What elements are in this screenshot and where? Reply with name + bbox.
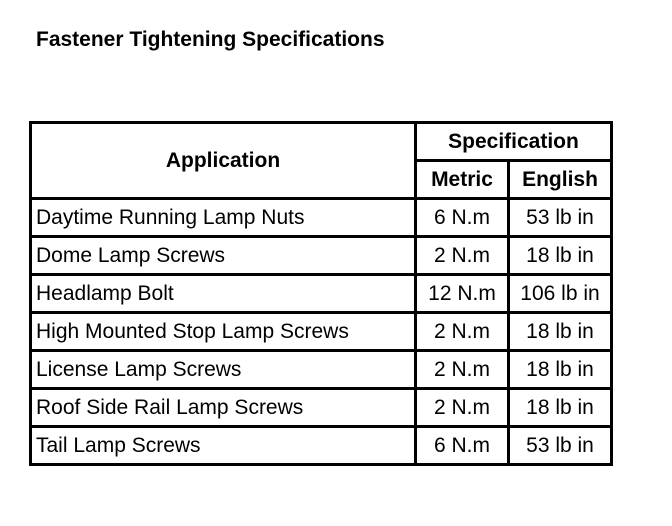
application-cell: High Mounted Stop Lamp Screws [31, 313, 416, 351]
metric-value-cell: 2 N.m [416, 389, 509, 427]
english-value-cell: 18 lb in [509, 389, 612, 427]
english-value-cell: 53 lb in [509, 199, 612, 237]
metric-column-header: Metric [416, 161, 509, 199]
english-value-cell: 106 lb in [509, 275, 612, 313]
specification-column-header: Specification [416, 123, 612, 161]
table-row [31, 313, 612, 351]
document-title: Fastener Tightening Specifications [36, 28, 385, 51]
fastener-spec-table [29, 121, 613, 466]
table-row [31, 427, 612, 465]
table-row [31, 199, 612, 237]
application-cell: Tail Lamp Screws [31, 427, 416, 465]
table-row [31, 275, 612, 313]
english-value-cell: 18 lb in [509, 351, 612, 389]
metric-value-cell: 2 N.m [416, 237, 509, 275]
metric-value-cell: 2 N.m [416, 313, 509, 351]
metric-value-cell: 6 N.m [416, 427, 509, 465]
english-value-cell: 18 lb in [509, 237, 612, 275]
english-value-cell: 53 lb in [509, 427, 612, 465]
table-row [31, 389, 612, 427]
table-row [31, 237, 612, 275]
application-cell: Daytime Running Lamp Nuts [31, 199, 416, 237]
english-column-header: English [509, 161, 612, 199]
application-cell: License Lamp Screws [31, 351, 416, 389]
application-cell: Roof Side Rail Lamp Screws [31, 389, 416, 427]
english-value-cell: 18 lb in [509, 313, 612, 351]
metric-value-cell: 6 N.m [416, 199, 509, 237]
table-row [31, 351, 612, 389]
metric-value-cell: 2 N.m [416, 351, 509, 389]
metric-value-cell: 12 N.m [416, 275, 509, 313]
table-header-row [31, 123, 612, 161]
application-cell: Dome Lamp Screws [31, 237, 416, 275]
application-column-header: Application [31, 123, 416, 199]
application-cell: Headlamp Bolt [31, 275, 416, 313]
